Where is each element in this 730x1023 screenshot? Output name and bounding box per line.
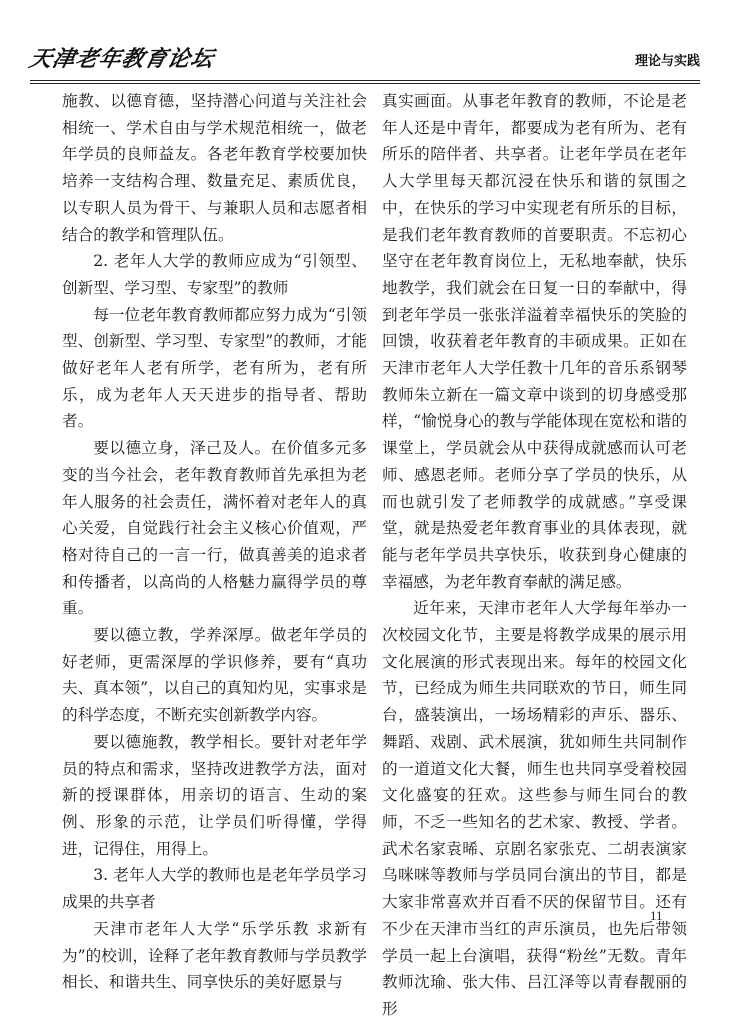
paragraph: 要以德立身，泽己及人。在价值多元多变的当今社会，老年教育教师首先承担为老年人服务的社会责任，满怀着对老年人的真心关爱，自觉践行社会主义核心价值观，严格对待自己的一言一行，做真善美的追求者和传播者，以高尚的人格魅力赢得学员的尊重。 (62, 439, 367, 618)
section-title: 理论与实践 (634, 54, 700, 69)
page-header (26, 38, 700, 78)
paragraph: 每一位老年教育教师都应努力成为“引领型、创新型、学习型、专家型”的教师，才能做好老年人老有所学，老有所为，老有所乐，成为老年人天天进步的指导者、帮助者。 (62, 305, 367, 431)
right-column (382, 88, 687, 1023)
page-number: 11 (650, 908, 663, 923)
header-rule-thin (30, 83, 700, 84)
subheading: 3. 老年人大学的教师也是老年学员学习成果的共享者 (62, 866, 367, 912)
paragraph: 要以德施教，教学相长。要针对老年学员的特点和需求，坚持改进教学方法，面对新的授课群体，用亲切的语言、生动的案例、形象的示范，让学员们听得懂，学得进，记得住，用得上。 (62, 732, 367, 858)
left-column (62, 88, 367, 996)
journal-logo: 天津老年教育论坛 (26, 46, 217, 72)
paragraph: 近年来，天津市老年人大学每年举办一次校园文化节，主要是将教学成果的展示用文化展演的形式表现出来。每年的校园文化节，已经成为师生共同联欢的节日，师生同台，盛装演出，一场场精彩的声乐、器乐、舞蹈、戏剧、武术展演，犹如师生共同制作的一道道文化大餐，师生也共同享受着校园文化盛宴的狂欢。这些参与师生同台的教师，不乏一些知名的艺术家、教授、学者。武术名家袁晞、京剧名家张克、二胡表演家乌咪咪等教师与学员同台演出的节目，都是大家非常喜欢并百看不厌的保留节目。还有不少在天津市当红的声乐演员，也先后带领学员一起上台演唱，获得“粉丝”无数。青年教师沈瑜、张大伟、吕江泽等以青春靓丽的形 (382, 599, 687, 1018)
paragraph: 施教、以德育德，坚持潜心问道与关注社会相统一、学术自由与学术规范相统一，做老年学员的良师益友。各老年教育学校要加快培养一支结构合理、数量充足、素质优良，以专职人员为骨干、与兼职人员和志愿者相结合的教学和管理队伍。 (62, 92, 367, 244)
paragraph: 真实画面。从事老年教育的教师，不论是老年人还是中青年，都要成为老有所为、老有所乐的陪伴者、共享者。让老年学员在老年人大学里每天都沉浸在快乐和谐的氛围之中，在快乐的学习中实现老有所乐的目标，是我们老年教育教师的首要职责。不忘初心坚守在老年教育岗位上，无私地奉献，快乐地教学，我们就会在日复一日的奉献中，得到老年学员一张张洋溢着幸福快乐的笑脸的回馈，收获着老年教育的丰硕成果。正如在天津市老年人大学任教十几年的音乐系钢琴教师朱立新在一篇文章中谈到的切身感受那样，“愉悦身心的教与学能体现在宽松和谐的课堂上，学员就会从中获得成就感而认可老师、感恩老师。老师分享了学员的快乐，从而也就引发了老师教学的成就感。”享受课堂，就是热爱老年教育事业的具体表现，就能与老年学员共享快乐，收获到身心健康的幸福感，为老年教育奉献的满足感。 (382, 92, 687, 591)
subheading: 2. 老年人大学的教师应成为“引领型、创新型、学习型、专家型”的教师 (62, 252, 367, 297)
paragraph: 天津市老年人大学“乐学乐教 求新有为”的校训，诠释了老年教育教师与学员教学相长、和谐共生、同享快乐的美好愿景与 (62, 919, 367, 992)
paragraph: 要以德立教，学养深厚。做老年学员的好老师，更需深厚的学识修养，要有“真功夫、真本领”，以自己的真知灼见，实事求是的科学态度，不断充实创新教学内容。 (62, 626, 367, 725)
header-rule-thick (30, 80, 700, 81)
